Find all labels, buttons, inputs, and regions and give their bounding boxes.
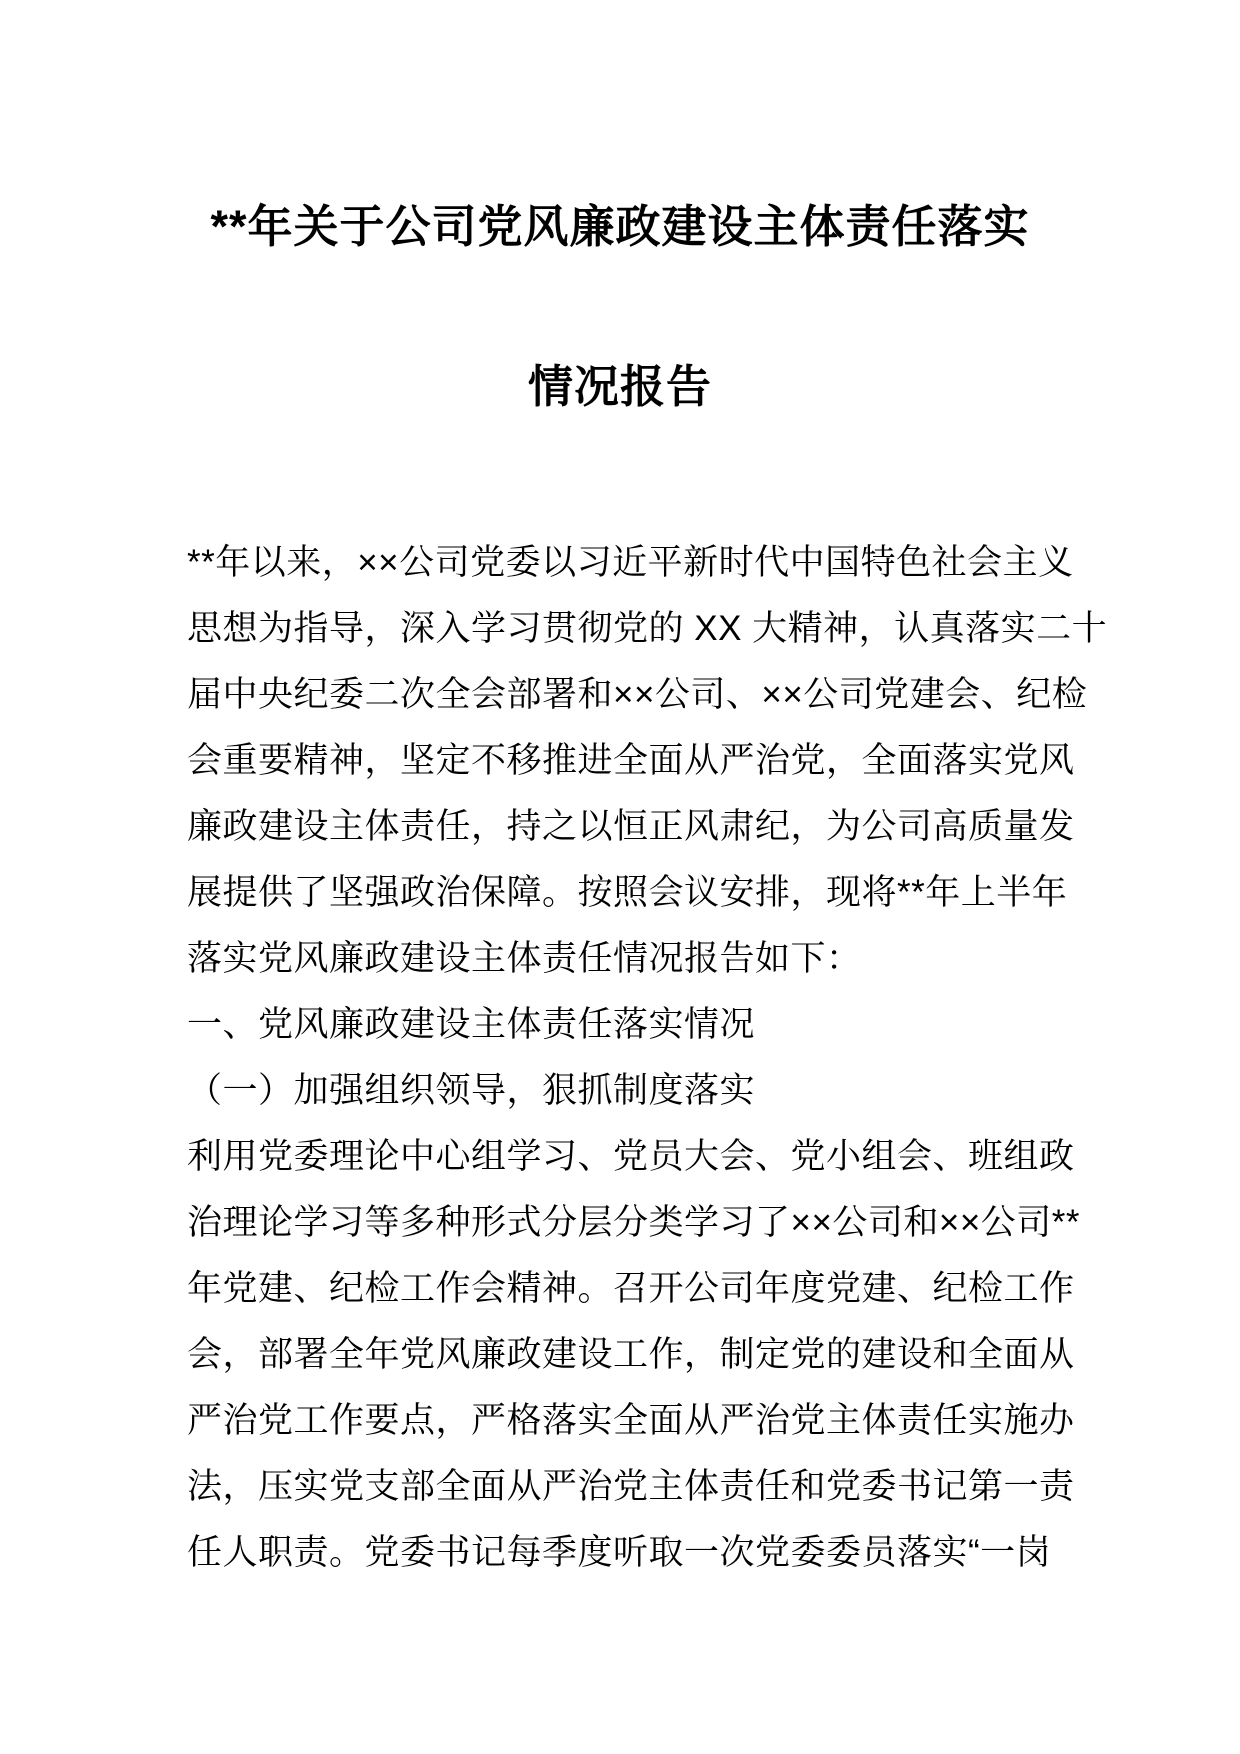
subsection-heading <box>187 1058 1140 1124</box>
text-line: 严治党工作要点，严格落实全面从严治党主体责任实施办 <box>187 1401 1075 1440</box>
intro-paragraph <box>187 530 1140 992</box>
section-heading <box>187 992 1140 1058</box>
text-line: 任人职责。党委书记每季度听取一次党委委员落实“一岗 <box>187 1533 1052 1572</box>
document-title <box>0 0 1240 467</box>
body-paragraph <box>187 1124 1140 1586</box>
text-line: 思想为指导，深入学习贯彻党的 XX 大精神，认真落实二十 <box>187 609 1108 648</box>
document-body <box>0 530 1240 1586</box>
text-line: 展提供了坚强政治保障。按照会议安排，现将**年上半年 <box>187 873 1068 912</box>
text-line: 治理论学习等多种形式分层分类学习了××公司和××公司** <box>187 1203 1081 1242</box>
section-heading-line: 一、党风廉政建设主体责任落实情况 <box>187 1005 756 1044</box>
text-line: 会重要精神，坚定不移推进全面从严治党，全面落实党风 <box>187 741 1075 780</box>
text-line: 届中央纪委二次全会部署和××公司、××公司党建会、纪检 <box>187 675 1088 714</box>
subsection-heading-line: （一）加强组织领导，狠抓制度落实 <box>187 1071 756 1110</box>
text-line: 廉政建设主体责任，持之以恒正风肃纪，为公司高质量发 <box>187 807 1075 846</box>
text-line: 会，部署全年党风廉政建设工作，制定党的建设和全面从 <box>187 1335 1075 1374</box>
text-line: 利用党委理论中心组学习、党员大会、党小组会、班组政 <box>187 1137 1075 1176</box>
text-line: 法，压实党支部全面从严治党主体责任和党委书记第一责 <box>187 1467 1075 1506</box>
text-line: **年以来，××公司党委以习近平新时代中国特色社会主义 <box>187 543 1074 582</box>
text-line: 落实党风廉政建设主体责任情况报告如下： <box>187 939 862 978</box>
document-title-line-1: **年关于公司党风廉政建设主体责任落实 <box>210 201 1030 252</box>
text-line: 年党建、纪检工作会精神。召开公司年度党建、纪检工作 <box>187 1269 1075 1308</box>
document-title-line-2: 情况报告 <box>527 361 712 412</box>
